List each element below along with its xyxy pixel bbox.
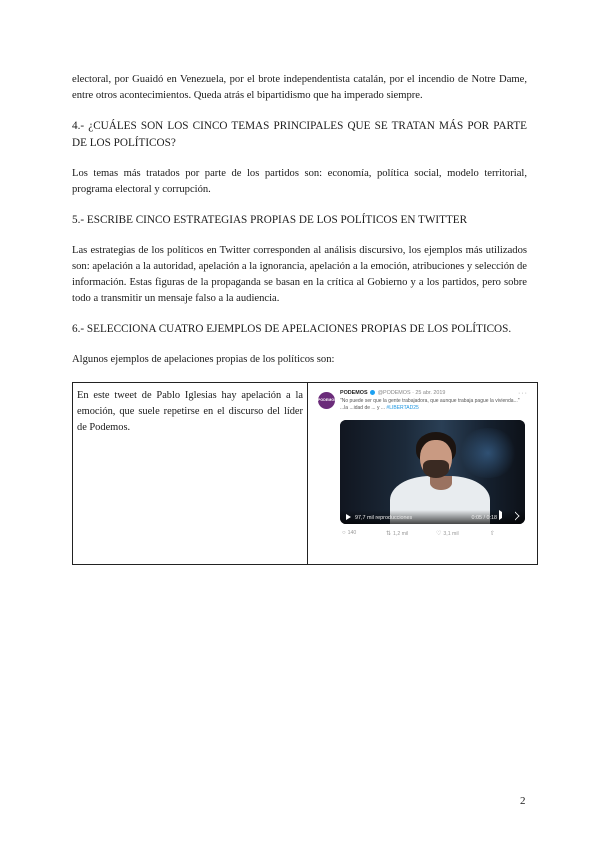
reply-count: 140 (347, 530, 357, 536)
table-row (73, 383, 538, 565)
page-content (72, 72, 527, 565)
tweet-video (340, 420, 525, 524)
example-text-cell (73, 383, 308, 565)
continuation-paragraph: electoral, por Guaidó en Venezuela, por el brote independentista catalán, por el incendio de Notre Dame, entre otros acontecimientos. Queda atrás el bipartidismo que ha imperado siempre. (72, 74, 527, 101)
video-controls (340, 510, 525, 524)
examples-table (72, 382, 538, 565)
question-4-answer: Los temas más tratados por parte de los partidos son: economía, política social, modelo territorial, programa electoral y corrupción. (72, 168, 527, 195)
retweet-icon: ⇅ (386, 531, 392, 537)
question-6-heading: 6.- SELECCIONA CUATRO EJEMPLOS DE APELACIONES PROPIAS DE LOS POLÍTICOS. (72, 323, 512, 335)
tweet-handle-date: @PODEMOS · 25 abr. 2019 (377, 390, 446, 396)
share-action (490, 530, 497, 537)
page-number: 2 (520, 795, 526, 807)
retweet-action (386, 530, 408, 537)
example-description: En este tweet de Pablo Iglesias hay apelación a la emoción, que suele repetirse en el discurso del líder de Podemos. (77, 390, 303, 433)
tweet-embed (318, 390, 528, 540)
speaker-beard (423, 460, 449, 478)
play-icon (346, 514, 351, 520)
tweet-header (318, 390, 528, 418)
question-4-heading: 4.- ¿CUÁLES SON LOS CINCO TEMAS PRINCIPALES QUE SE TRATAN MÁS POR PARTE DE LOS POLÍTICOS? (72, 120, 527, 149)
reply-icon: ○ (342, 530, 346, 536)
like-action (436, 530, 459, 537)
tweet-body: "No puede ser que la gente trabajadora, que aunque trabaja pague la vivienda..." ...la ...idad de ... y ... (340, 398, 520, 411)
fullscreen-icon (510, 511, 519, 520)
reply-action (342, 530, 356, 536)
tweet-author-name: PODEMOS (340, 390, 368, 396)
tweet-meta (340, 390, 520, 411)
more-options-icon: ··· (518, 390, 528, 397)
question-5-heading: 5.- ESCRIBE CINCO ESTRATEGIAS PROPIAS DE LOS POLÍTICOS EN TWITTER (72, 214, 468, 226)
tweet-text (340, 398, 520, 411)
like-count: 3,1 mil (443, 531, 459, 537)
heart-icon: ♡ (436, 531, 442, 537)
retweet-count: 1,2 mil (393, 531, 409, 537)
question-6-intro: Algunos ejemplos de apelaciones propias de los políticos son: (72, 354, 335, 365)
volume-icon (499, 510, 508, 520)
share-icon: ⇧ (490, 531, 496, 537)
verified-icon (370, 390, 375, 395)
question-5-answer: Las estrategias de los políticos en Twitter corresponden al análisis discursivo, los ejemplos más utilizados son: apelación a la autoridad, apelación a la ignorancia, apelación a la emoción, atribuciones y selección de información. Estas figuras de la propaganda se basan en la crítica al Gobierno y a los partidos, pero sobre todo a transmitir un mensaje falso a la audiencia. (72, 245, 527, 304)
tweet-actions (340, 530, 525, 540)
video-views: 97,7 mil reproducciones (355, 515, 413, 521)
tweet-image-cell (308, 383, 538, 565)
speaker-neck (430, 476, 452, 490)
avatar: PODEMOS (318, 392, 335, 409)
video-time: 0:05 / 0:18 (471, 515, 497, 521)
tweet-link: #LIBERTAD25 (386, 404, 419, 411)
video-light (458, 428, 518, 478)
